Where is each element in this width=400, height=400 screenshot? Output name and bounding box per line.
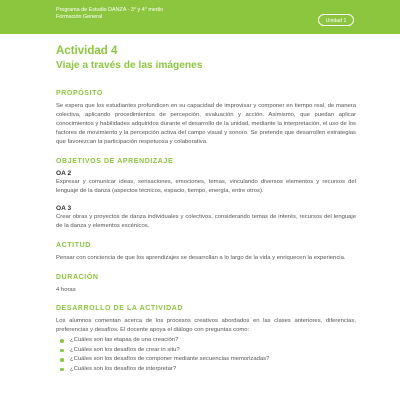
desarrollo-line: Los alumnos comentan acerca de los procesos creativos abordados en las clases anteriores, diferencias, (56, 318, 356, 324)
bullet-icon (60, 339, 64, 343)
proposito-line: manera colectiva, aplicando procedimientos de percepción, evaluación y acción. Asimismo, que puedan (56, 103, 356, 118)
oa-line: Crear obras y proyectos de danza individuales y colectivos, considerando temas de interés, recursos del (56, 214, 332, 220)
section-heading-proposito: PROPÓSITO (56, 90, 103, 97)
question-text: ¿Cuáles son las etapas de una creación? (70, 337, 179, 343)
oa-line: del lenguaje de la danza (aspectos técnicos, espacio, tiempo, energía, entre otros). (56, 179, 357, 194)
actitud-text (56, 254, 356, 263)
desarrollo-line: preferencias y desafíos. El docente apoya el diálogo con preguntas como: (56, 327, 250, 333)
list-item (56, 355, 356, 365)
program-title: Programa de Estudio DANZA - 3° y 4° medio (56, 7, 164, 13)
unit-badge: Unidad 1 (318, 14, 354, 26)
section-heading-objetivos: OBJETIVOS DE APRENDIZAJE (56, 158, 174, 165)
bullet-icon (60, 368, 64, 372)
section-heading-actitud: ACTITUD (56, 242, 91, 249)
list-item (56, 346, 356, 356)
document-content (56, 44, 356, 374)
proposito-line: Se espera que los estudiantes profundicen en su capacidad de improvisar y componer en tiempo real, de (56, 103, 335, 109)
proposito-line: interpretación, el uso de los factores de movimiento y la percepción activa del campo visual y sonoro. Se (56, 121, 356, 136)
question-text: ¿Cuáles son los desafíos de interpretar? (70, 365, 177, 372)
question-text: ¿Cuáles son los desafíos de crear in situ? (70, 346, 180, 353)
oa-line: lenguaje de la danza y elementos escénicos. (56, 214, 357, 229)
section-heading-duracion: DURACIÓN (56, 274, 99, 281)
oa-code: OA 3 (56, 205, 72, 212)
bullet-icon (60, 349, 64, 353)
oa-text (56, 213, 356, 231)
bullet-icon (60, 358, 64, 362)
desarrollo-text (56, 317, 356, 335)
list-item (56, 365, 356, 375)
question-list (56, 336, 356, 374)
actitud-line: experiencia. (313, 255, 346, 261)
proposito-line: pretende que desarrollen estrategias que favorezcan la participación respetuosa y colaborativa. (56, 130, 356, 145)
header-bar (0, 0, 400, 34)
actitud-line: Pensar con conciencia de que los aprendizajes se desarrollan a lo largo de la vida y enriquecen la (56, 255, 313, 261)
section-heading-desarrollo: DESARROLLO DE LA ACTIVIDAD (56, 305, 184, 312)
list-item (56, 336, 356, 346)
proposito-text (56, 102, 356, 147)
activity-subtitle: Viaje a través de las imágenes (56, 60, 203, 71)
program-info (56, 7, 163, 21)
oa-line: Expresar y comunicar ideas, sensaciones, emociones, temas, vinculando diversos elementos y recursos (56, 179, 345, 185)
program-subtitle: Formación General (56, 14, 103, 20)
proposito-line: aplicar conocimientos y habilidades adquiridos durante el desarrollo de la unidad, mediante la (56, 112, 356, 127)
oa-text (56, 178, 356, 196)
question-text: ¿Cuáles son los desafíos de componer mediante secuencias memorizadas? (70, 356, 270, 362)
oa-code: OA 2 (56, 170, 72, 177)
activity-title: Actividad 4 (56, 45, 118, 57)
duracion-value: 4 horas (56, 287, 76, 293)
